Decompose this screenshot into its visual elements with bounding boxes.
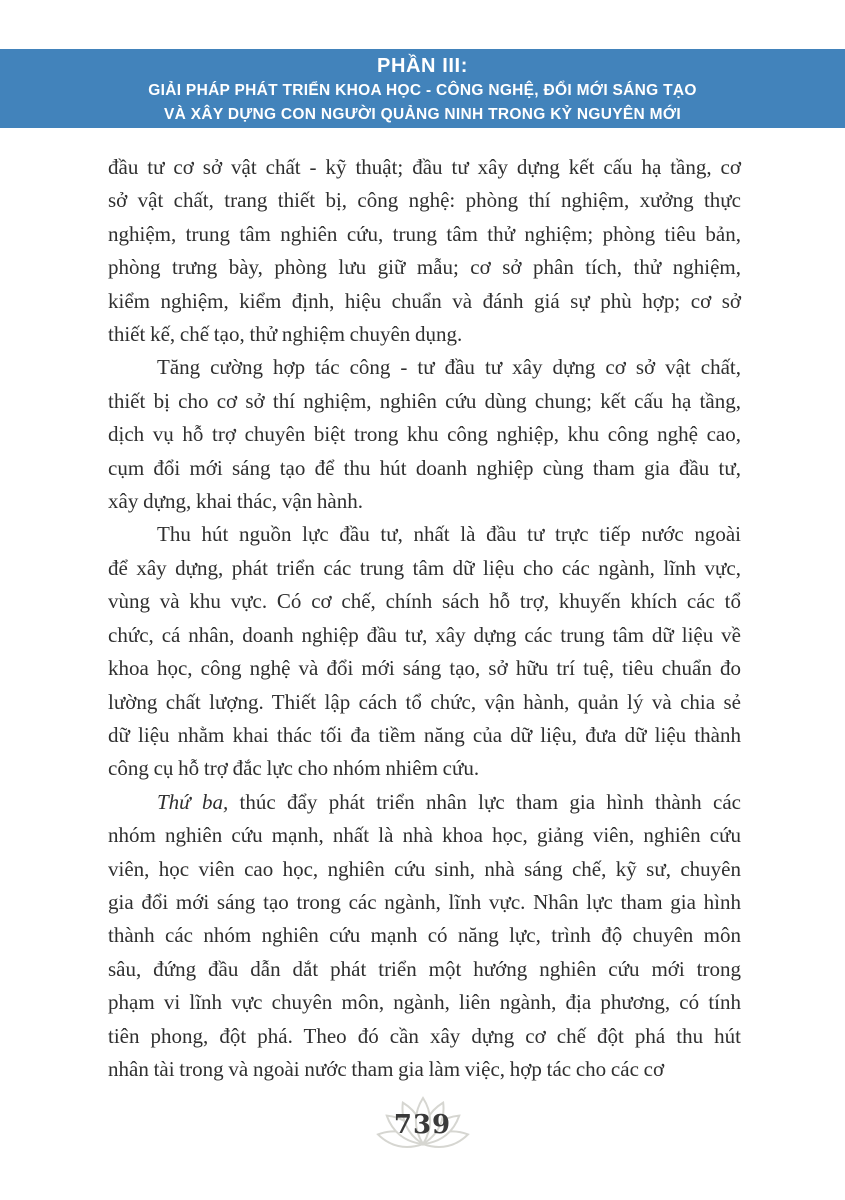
text-line: cụm đổi mới sáng tạo để thu hút doanh nghiệp cùng tham gia đầu tư, xyxy=(108,455,741,480)
text-line: khoa học, công nghệ và đổi mới sáng tạo, sở hữu trí tuệ, tiêu chuẩn đo xyxy=(108,656,741,681)
body-text xyxy=(108,151,741,1086)
text-line: chức, cá nhân, doanh nghiệp đầu tư, xây dựng các trung tâm dữ liệu về xyxy=(108,622,741,647)
italic-lead: Thứ ba, xyxy=(157,789,229,814)
page-footer xyxy=(0,1094,845,1170)
text-line: để xây dựng, phát triển các trung tâm dữ liệu cho các ngành, lĩnh vực, xyxy=(108,555,741,580)
text-line: sở vật chất, trang thiết bị, công nghệ: phòng thí nghiệm, xưởng thực xyxy=(108,188,741,213)
text-line: viên, học viên cao học, nghiên cứu sinh, nhà sáng chế, kỹ sư, chuyên xyxy=(108,856,741,881)
section-header-band xyxy=(0,49,845,128)
text-line: thành các nhóm nghiên cứu mạnh có năng lực, trình độ chuyên môn xyxy=(108,923,741,948)
text-line: nghiệm, trung tâm nghiên cứu, trung tâm thử nghiệm; phòng tiêu bản, xyxy=(108,221,741,246)
text-line: thiết bị cho cơ sở thí nghiệm, nghiên cứu dùng chung; kết cấu hạ tầng, xyxy=(108,388,741,413)
section-title-line1: GIẢI PHÁP PHÁT TRIỂN KHOA HỌC - CÔNG NGHỆ, ĐỔI MỚI SÁNG TẠO xyxy=(148,82,697,99)
text-line: kiểm nghiệm, kiểm định, hiệu chuẩn và đánh giá sự phù hợp; cơ sở xyxy=(108,288,741,313)
text-line: dữ liệu nhằm khai thác tối đa tiềm năng của dữ liệu, đưa dữ liệu thành xyxy=(108,722,741,747)
part-label: PHẦN III: xyxy=(377,55,468,77)
text-line: vùng và khu vực. Có cơ chế, chính sách hỗ trợ, khuyến khích các tổ xyxy=(108,589,741,614)
text-line: công cụ hỗ trợ đắc lực cho nhóm nhiêm cứu. xyxy=(108,756,480,781)
text-line: Thứ ba, thúc đẩy phát triển nhân lực tham gia hình thành các xyxy=(157,789,741,814)
text-line: phòng trưng bày, phòng lưu giữ mẫu; cơ sở phân tích, thử nghiệm, xyxy=(108,255,741,280)
page-number: 739 xyxy=(393,1110,452,1140)
text-line: lường chất lượng. Thiết lập cách tổ chức, vận hành, quản lý và chia sẻ xyxy=(108,689,741,714)
text-line: gia đổi mới sáng tạo trong các ngành, lĩnh vực. Nhân lực tham gia hình xyxy=(108,889,741,914)
text-line: sâu, đứng đầu dẫn dắt phát triển một hướng nghiên cứu mới trong xyxy=(108,956,741,981)
text-line: tiên phong, đột phá. Theo đó cần xây dựng cơ chế đột phá thu hút xyxy=(108,1023,741,1048)
text-line: Thu hút nguồn lực đầu tư, nhất là đầu tư trực tiếp nước ngoài xyxy=(157,522,741,547)
text-line: phạm vi lĩnh vực chuyên môn, ngành, liên ngành, địa phương, có tính xyxy=(108,990,741,1015)
text-line: Tăng cường hợp tác công - tư đầu tư xây dựng cơ sở vật chất, xyxy=(157,355,741,380)
text-line: xây dựng, khai thác, vận hành. xyxy=(108,489,363,514)
text-line: nhóm nghiên cứu mạnh, nhất là nhà khoa học, giảng viên, nghiên cứu xyxy=(108,823,741,848)
text-line: nhân tài trong và ngoài nước tham gia làm việc, hợp tác cho các cơ xyxy=(108,1056,665,1081)
text-line: dịch vụ hỗ trợ chuyên biệt trong khu công nghiệp, khu công nghệ cao, xyxy=(108,422,741,447)
text-line: thiết kế, chế tạo, thử nghiệm chuyên dụng. xyxy=(108,322,463,347)
lotus-wrap xyxy=(353,1094,493,1164)
text-line: đầu tư cơ sở vật chất - kỹ thuật; đầu tư xây dựng kết cấu hạ tầng, cơ xyxy=(108,155,741,179)
section-title-line2: VÀ XÂY DỰNG CON NGƯỜI QUẢNG NINH TRONG KỶ NGUYÊN MỚI xyxy=(163,106,681,123)
